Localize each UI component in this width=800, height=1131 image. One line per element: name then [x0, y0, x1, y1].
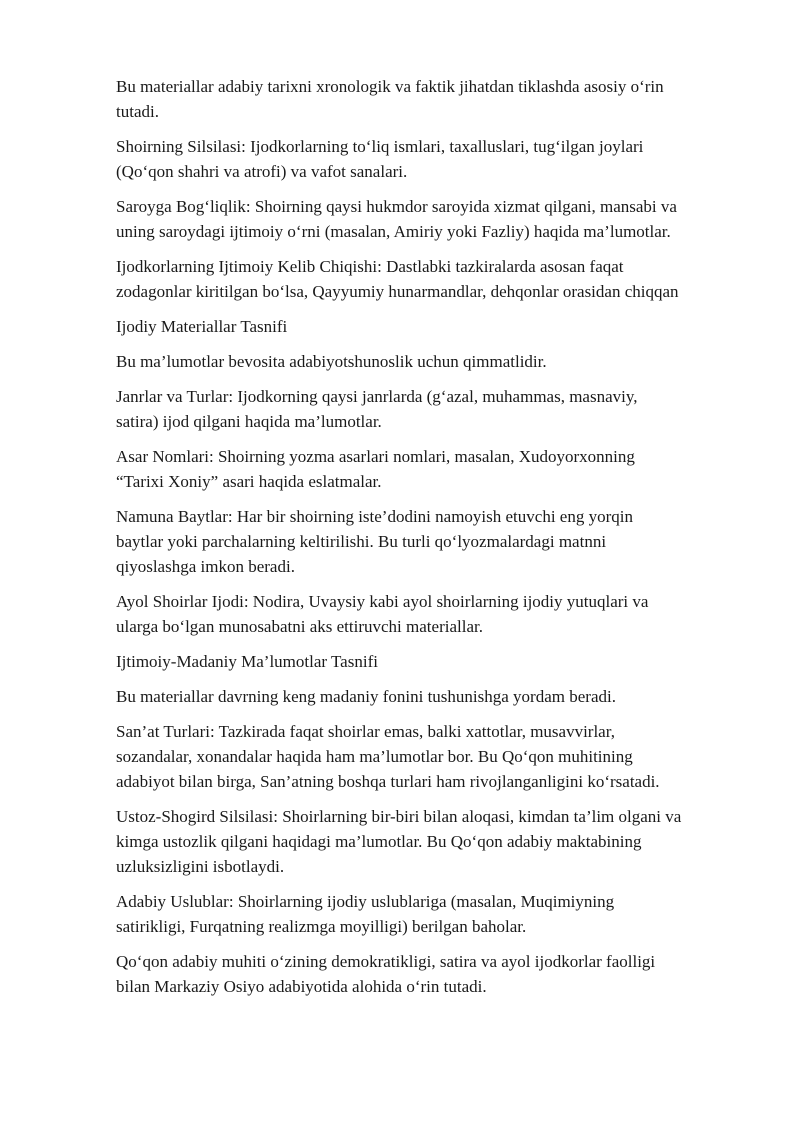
paragraph-madaniy-intro: Bu materiallar davrning keng madaniy fonini tushunishga yordam beradi.: [116, 687, 616, 706]
paragraph-conclusion: Qo‘qon adabiy muhiti o‘zining demokratikligi, satira va ayol ijodkorlar faolligi bilan Markaziy Osiyo adabiyotida alohida o‘rin tutadi.: [116, 952, 656, 996]
paragraph-sanat-turlari: San’at Turlari: Tazkirada faqat shoirlar emas, balki xattotlar, musavvirlar, sozandalar, xonandalar haqida ham ma’lumotlar bor. Bu Qo‘qon muhitining adabiyot bilan birga, San’atning boshqa turlari ham rivojlanganligini ko‘rsatadi.: [116, 722, 660, 791]
paragraph-asar-nomlari: Asar Nomlari: Shoirning yozma asarlari nomlari, masalan, Xudoyorxonning “Tarixi Xoniy” asari haqida eslatmalar.: [116, 447, 635, 491]
paragraph-namuna-baytlar: Namuna Baytlar: Har bir shoirning iste’dodini namoyish etuvchi eng yorqin baytlar yoki parchalarning keltirilishi. Bu turli qo‘lyozmalardagi matnni qiyoslashga imkon beradi.: [116, 507, 633, 576]
paragraph-saroyga-bogliqlik: Saroyga Bog‘liqlik: Shoirning qaysi hukmdor saroyida xizmat qilgani, mansabi va uning saroydagi ijtimoiy o‘rni (masalan, Amiriy yoki Fazliy) haqida ma’lumotlar.: [116, 197, 677, 241]
paragraph-janrlar-va-turlar: Janrlar va Turlar: Ijodkorning qaysi janrlarda (g‘azal, muhammas, masnaviy, satira) ijod qilgani haqida ma’lumotlar.: [116, 387, 638, 431]
document-page: [116, 74, 746, 1009]
paragraph-adabiy-uslublar: Adabiy Uslublar: Shoirlarning ijodiy uslublariga (masalan, Muqimiyning satirikligi, Furqatning realizmga moyilligi) berilgan baholar.: [116, 892, 615, 936]
paragraph-ijodiy-intro: Bu ma’lumotlar bevosita adabiyotshunoslik uchun qimmatlidir.: [116, 352, 547, 371]
section-heading-ijodiy-materiallar: Ijodiy Materiallar Tasnifi: [116, 317, 288, 336]
paragraph-ayol-shoirlar: Ayol Shoirlar Ijodi: Nodira, Uvaysiy kabi ayol shoirlarning ijodiy yutuqlari va ularga bo‘lgan munosabatni aks ettiruvchi materiallar.: [116, 592, 649, 636]
paragraph-shoirning-silsilasi: Shoirning Silsilasi: Ijodkorlarning to‘liq ismlari, taxalluslari, tug‘ilgan joylari (Qo‘qon shahri va atrofi) va vafot sanalari.: [116, 137, 644, 181]
paragraph-intro: Bu materiallar adabiy tarixni xronologik va faktik jihatdan tiklashda asosiy o‘rin tutadi.: [116, 77, 664, 121]
section-heading-ijtimoiy-madaniy: Ijtimoiy-Madaniy Ma’lumotlar Tasnifi: [116, 652, 378, 671]
paragraph-ustoz-shogird: Ustoz-Shogird Silsilasi: Shoirlarning bir-biri bilan aloqasi, kimdan ta’lim olgani va kimga ustozlik qilgani haqidagi ma’lumotlar. Bu Qo‘qon adabiy maktabining uzluksizligini isbotlaydi.: [116, 807, 682, 876]
paragraph-ijtimoiy-kelib-chiqishi: Ijodkorlarning Ijtimoiy Kelib Chiqishi: Dastlabki tazkiralarda asosan faqat zodagonlar kiritilgan bo‘lsa, Qayyumiy hunarmandlar, dehqonlar orasidan chiqqan: [116, 257, 679, 301]
